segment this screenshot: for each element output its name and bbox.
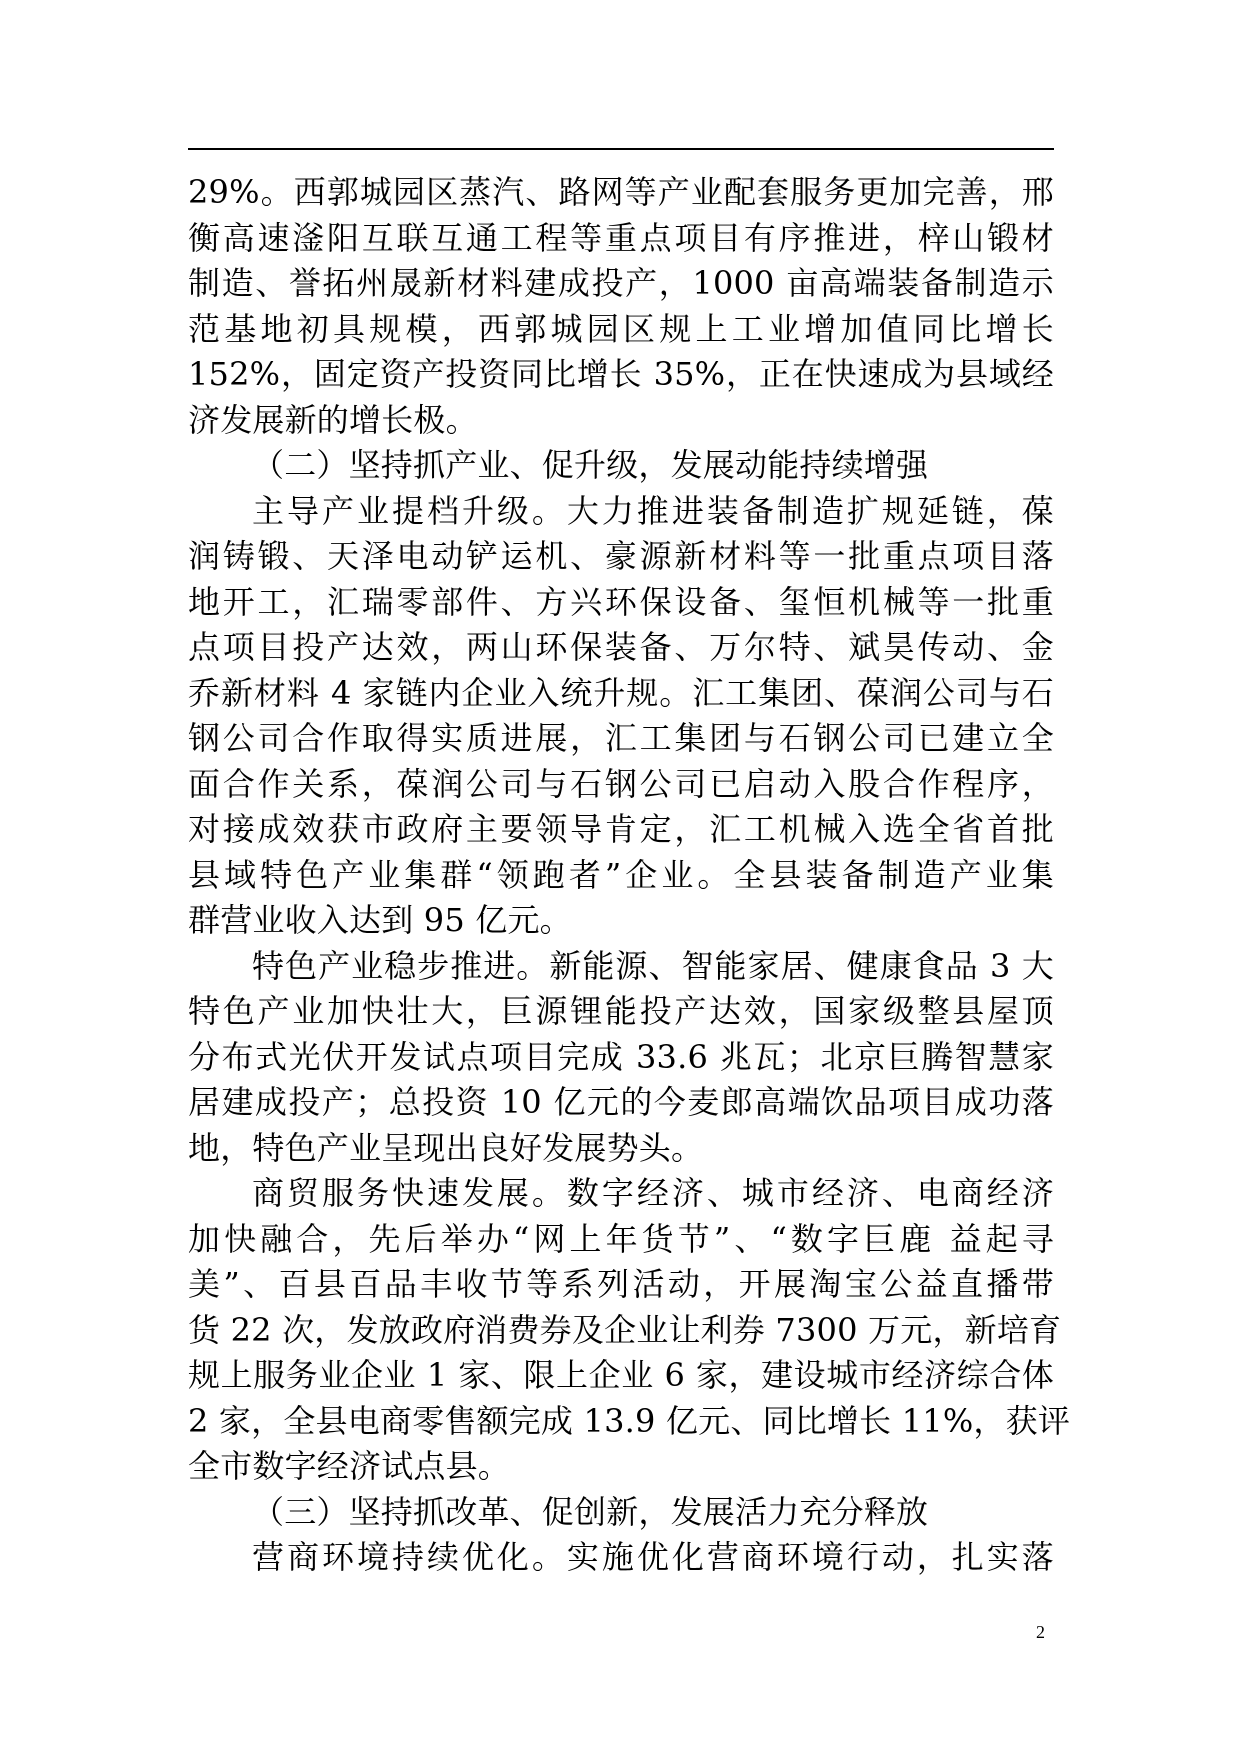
header-rule (188, 148, 1054, 150)
page-number: 2 (1036, 1622, 1045, 1642)
body-text (188, 170, 1071, 1581)
text-line: 29%。西郭城园区蒸汽、路网等产业配套服务更加完善，邢 (188, 173, 1054, 211)
text-line: 规上服务业企业 1 家、限上企业 6 家，建设城市经济综合体 (188, 1356, 1054, 1394)
section-heading: （二）坚持抓产业、促升级，发展动能持续增强 (252, 446, 929, 484)
text-line: 地，特色产业呈现出良好发展势头。 (188, 1128, 704, 1167)
text-line: 2 家，全县电商零售额完成 13.9 亿元、同比增长 11%，获评 (188, 1401, 1071, 1440)
text-line: 衡高速滏阳互联互通工程等重点项目有序推进，梓山锻材 (188, 218, 1054, 257)
text-line: 点项目投产达效，两山环保装备、万尔特、斌昊传动、金 (188, 628, 1054, 666)
text-line: 分布式光伏开发试点项目完成 33.6 兆瓦；北京巨腾智慧家 (188, 1037, 1054, 1076)
text-line: 152%，固定资产投资同比增长 35%，正在快速成为县域经 (188, 355, 1054, 393)
text-line: 地开工，汇瑞零部件、方兴环保设备、玺恒机械等一批重 (188, 582, 1054, 621)
text-line: 制造、誉拓州晟新材料建成投产，1000 亩高端装备制造示 (188, 264, 1054, 302)
text-line: 特色产业加快壮大，巨源锂能投产达效，国家级整县屋顶 (188, 992, 1054, 1030)
text-line: 乔新材料 4 家链内企业入统升规。汇工集团、葆润公司与石 (188, 673, 1054, 712)
text-line: 县域特色产业集群“领跑者”企业。全县装备制造产业集 (188, 855, 1054, 894)
paragraph-first-line: 营商环境持续优化。实施优化营商环境行动，扎实落 (252, 1538, 1054, 1576)
text-line: 货 22 次，发放政府消费券及企业让利券 7300 万元，新培育 (188, 1310, 1062, 1349)
text-line: 济发展新的增长极。 (188, 400, 478, 439)
paragraph-first-line: 主导产业提档升级。大力推进装备制造扩规延链，葆 (252, 491, 1054, 530)
text-line: 对接成效获市政府主要领导肯定，汇工机械入选全省首批 (188, 810, 1054, 848)
text-line: 群营业收入达到 95 亿元。 (188, 901, 572, 939)
text-line: 面合作关系，葆润公司与石钢公司已启动入股合作程序， (188, 764, 1054, 803)
paragraph-first-line: 特色产业稳步推进。新能源、智能家居、健康食品 3 大 (252, 946, 1054, 985)
text-line: 钢公司合作取得实质进展，汇工集团与石钢公司已建立全 (188, 719, 1054, 757)
text-line: 全市数字经济试点县。 (188, 1447, 511, 1485)
text-line: 居建成投产；总投资 10 亿元的今麦郎高端饮品项目成功落 (188, 1083, 1054, 1121)
text-line: 美”、百县百品丰收节等系列活动，开展淘宝公益直播带 (188, 1265, 1054, 1303)
section-heading: （三）坚持抓改革、促创新，发展活力充分释放 (252, 1492, 929, 1531)
paragraph-first-line: 商贸服务快速发展。数字经济、城市经济、电商经济 (252, 1174, 1054, 1212)
text-line: 润铸锻、天泽电动铲运机、豪源新材料等一批重点项目落 (188, 537, 1054, 575)
text-line: 范基地初具规模，西郭城园区规上工业增加值同比增长 (188, 309, 1054, 348)
text-line: 加快融合，先后举办“网上年货节”、“数字巨鹿 益起寻 (188, 1219, 1054, 1258)
